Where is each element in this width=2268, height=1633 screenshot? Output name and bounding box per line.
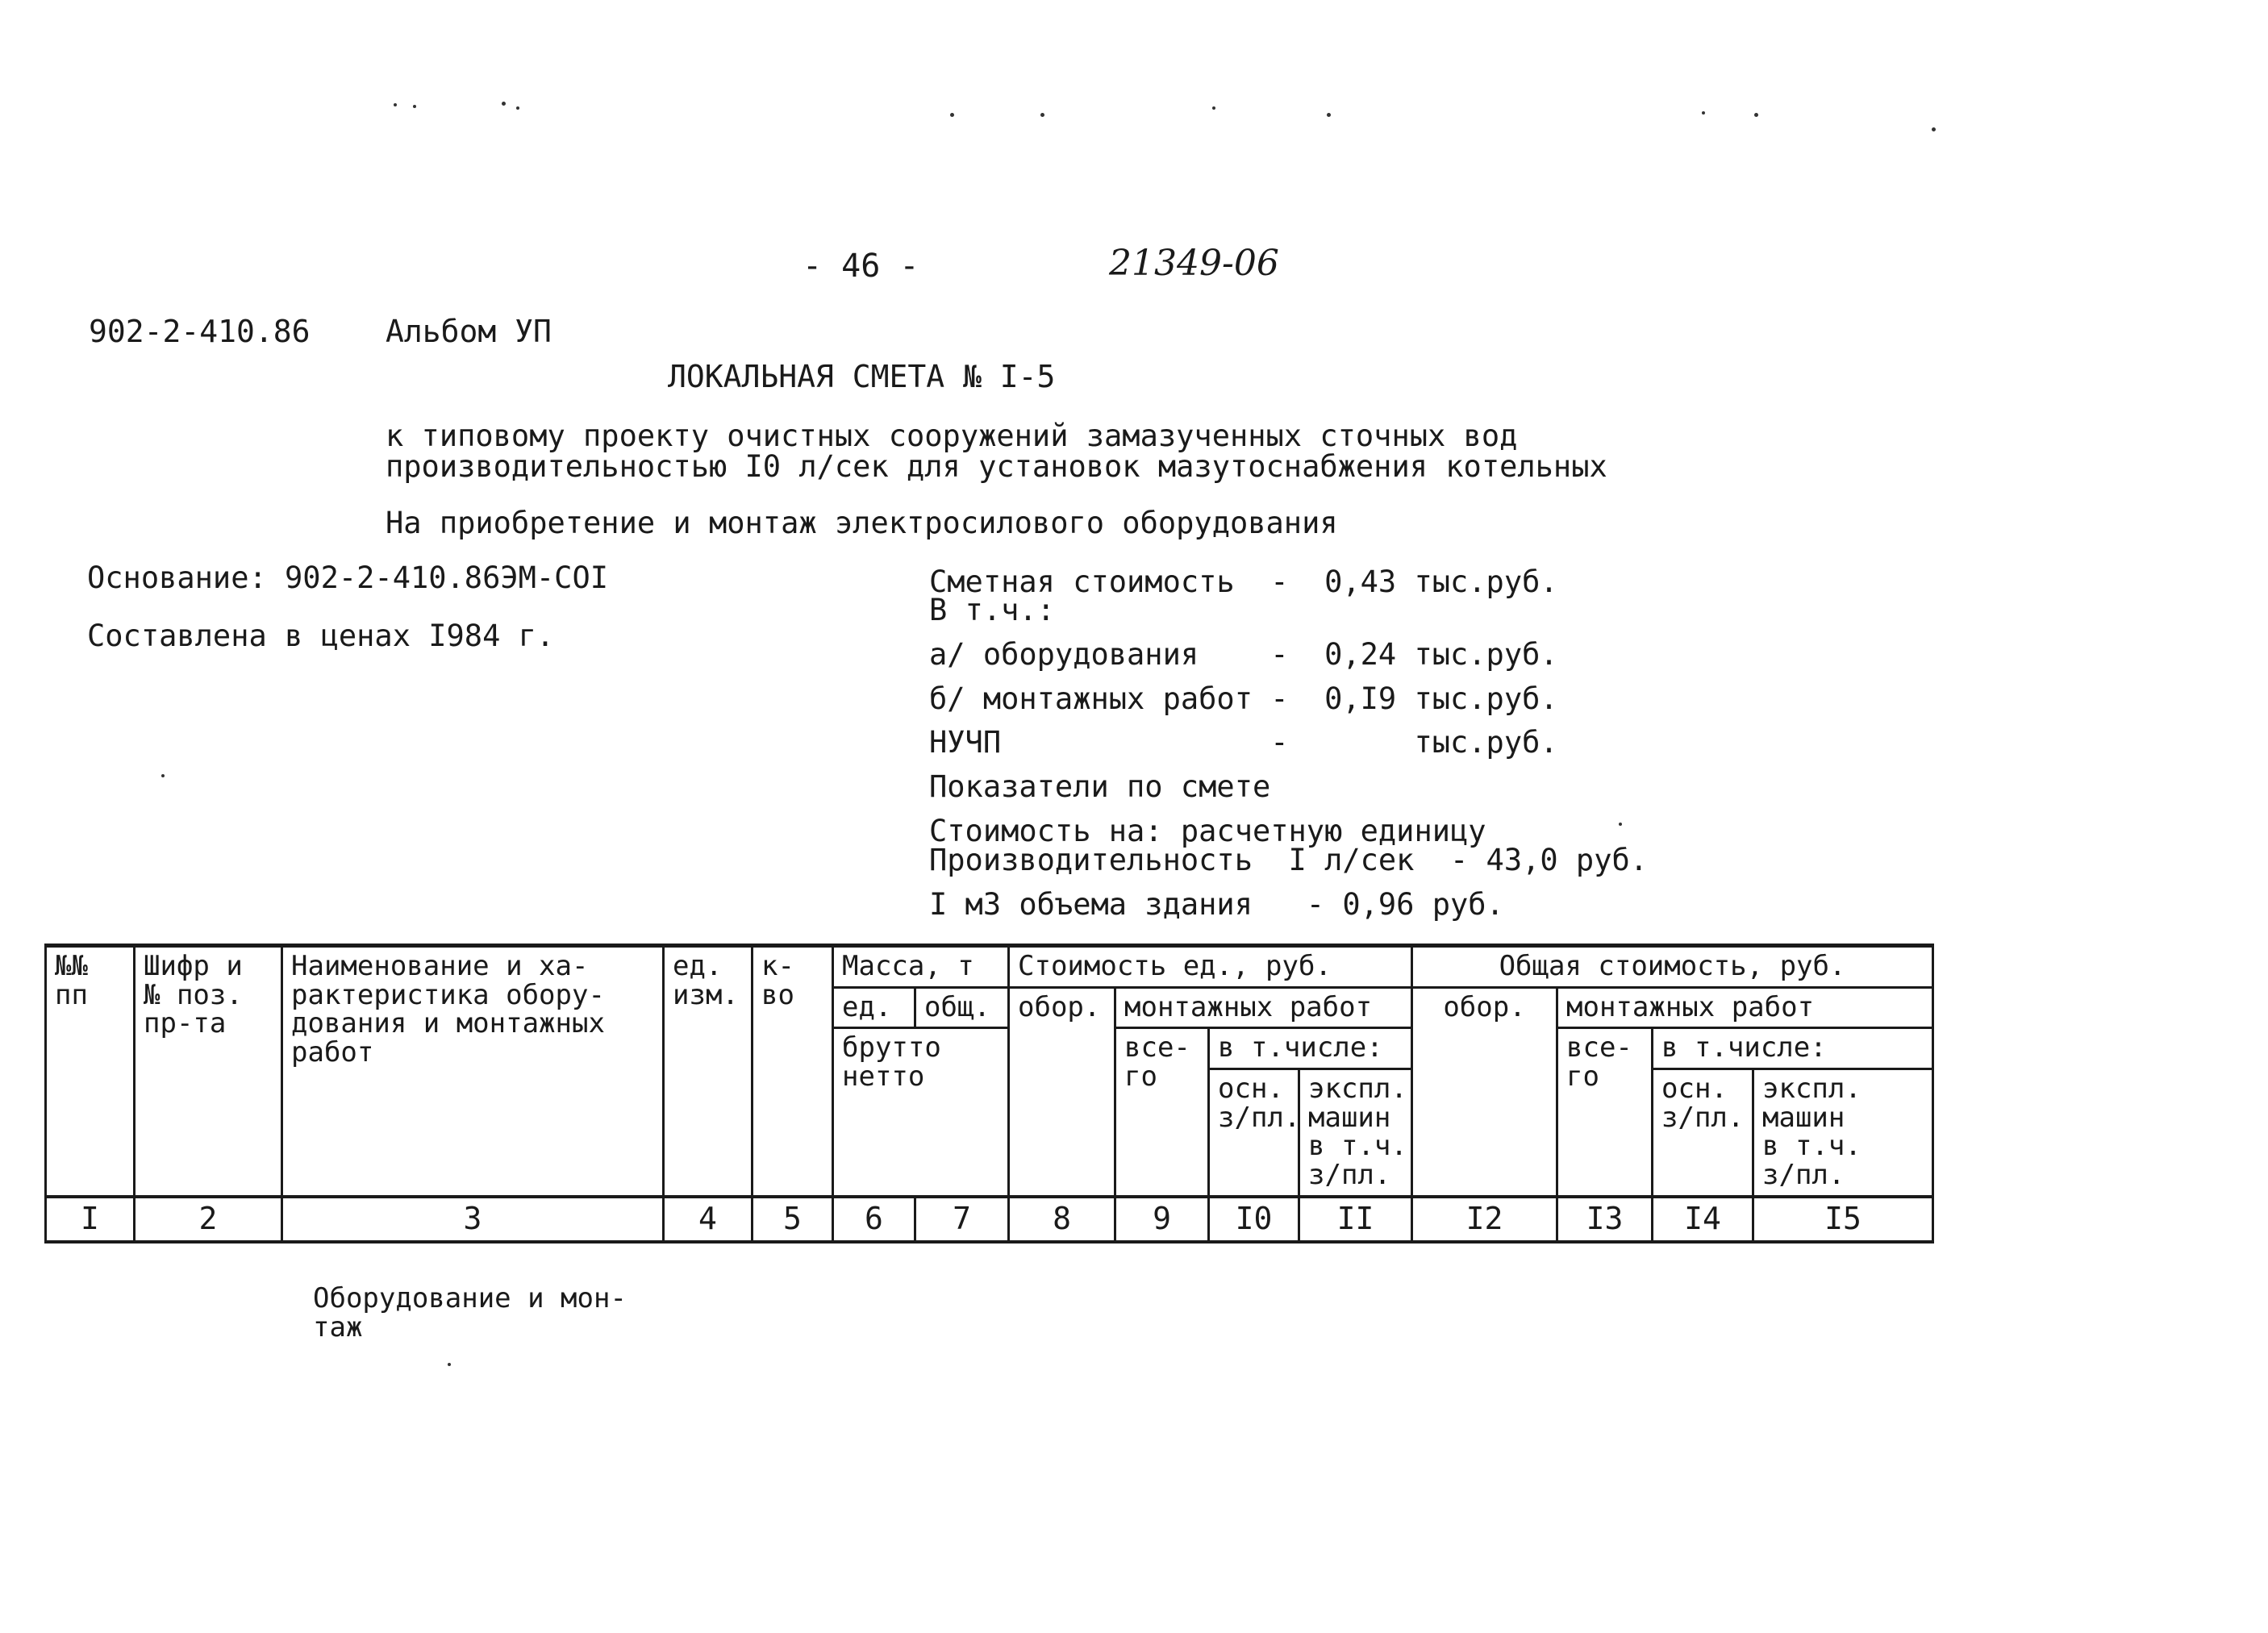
scan-speck — [1619, 823, 1622, 826]
productivity-indicator: Производительность I л/сек - 43,0 руб. — [929, 843, 1649, 877]
estimated-cost: Сметная стоимость - 0,43 тыс.руб. — [929, 564, 1558, 599]
col-total-install-header: монтажных работ — [1557, 987, 1933, 1028]
col-total-base-pay-header: осн. з/пл. — [1653, 1069, 1753, 1197]
col-code-header: Шифр и № поз. пр-та — [135, 946, 282, 1197]
column-number: I5 — [1753, 1197, 1933, 1242]
including-label: В т.ч.: — [929, 593, 1055, 627]
col-unit-base-pay-header: осн. з/пл. — [1209, 1069, 1299, 1197]
scan-speck — [161, 774, 165, 777]
subtitle-line-1: к типовому проекту очистных сооружений замазученных сточных вод — [386, 419, 1518, 453]
col-unit-machines-header: экспл. машин в т.ч. з/пл. — [1299, 1069, 1412, 1197]
scan-speck — [394, 103, 397, 106]
column-number: 7 — [915, 1197, 1009, 1242]
scan-speck — [1932, 127, 1936, 131]
column-number: 8 — [1009, 1197, 1115, 1242]
scan-speck — [413, 105, 416, 108]
col-mass-header: Масса, т — [833, 946, 1009, 988]
col-unit-install-header: монтажных работ — [1115, 987, 1412, 1028]
nuchp-cost: НУЧП - тыс.руб. — [929, 725, 1558, 760]
col-unit-install-total-header: все- го — [1115, 1028, 1209, 1197]
column-number: 5 — [753, 1197, 833, 1242]
col-unit-incl-header: в т.числе: — [1209, 1028, 1412, 1069]
project-code: 902-2-410.86 — [89, 314, 311, 349]
album-label: Альбом УП — [386, 314, 552, 349]
col-mass-unit-header: ед. — [833, 987, 915, 1028]
col-total-install-total-header: все- го — [1557, 1028, 1653, 1197]
basis-line: Основание: 902-2-410.86ЭМ-СОI — [87, 560, 609, 595]
col-num-header: №№ пп — [46, 946, 135, 1197]
col-total-machines-header: экспл. машин в т.ч. з/пл. — [1753, 1069, 1933, 1197]
scan-speck — [1702, 111, 1705, 115]
estimate-table — [44, 944, 1934, 1243]
col-name-header: Наименование и ха- рактеристика обору- дования и монтажных работ — [282, 946, 664, 1197]
indicators-label: Показатели по смете — [929, 769, 1271, 804]
column-number: 4 — [664, 1197, 753, 1242]
document-number: 21349-06 — [1109, 243, 1279, 284]
cost-per-unit-label: Стоимость на: расчетную единицу — [929, 814, 1486, 848]
column-number: I0 — [1209, 1197, 1299, 1242]
estimate-purpose: На приобретение и монтаж электросилового оборудования — [386, 506, 1338, 540]
col-mass-note: брутто нетто — [833, 1028, 1009, 1197]
col-mass-total-header: общ. — [915, 987, 1009, 1028]
col-unit-cost-header: Стоимость ед., руб. — [1009, 946, 1412, 988]
col-total-cost-header: Общая стоимость, руб. — [1412, 946, 1933, 988]
scan-speck — [502, 102, 506, 106]
column-number: I2 — [1412, 1197, 1557, 1242]
column-number: II — [1299, 1197, 1412, 1242]
scan-speck — [1327, 113, 1331, 117]
col-unit-header: ед. изм. — [664, 946, 753, 1197]
scan-speck — [950, 113, 954, 117]
section-title: Оборудование и мон- таж — [313, 1282, 627, 1343]
col-total-incl-header: в т.числе: — [1653, 1028, 1933, 1069]
column-number: 6 — [833, 1197, 915, 1242]
installation-cost: б/ монтажных работ - 0,I9 тыс.руб. — [929, 681, 1558, 716]
estimate-title: ЛОКАЛЬНАЯ СМЕТА № I-5 — [668, 359, 1056, 394]
column-number: 2 — [135, 1197, 282, 1242]
scan-speck — [448, 1363, 451, 1366]
scan-speck — [516, 106, 519, 110]
column-number-row — [46, 1197, 1933, 1242]
scan-speck — [1754, 113, 1758, 117]
col-qty-header: к-во — [753, 946, 833, 1197]
prices-line: Составлена в ценах I984 г. — [87, 619, 555, 653]
scan-speck — [1212, 106, 1215, 110]
page-number: - 46 - — [803, 248, 919, 285]
subtitle-line-2: производительностью I0 л/сек для установок мазутоснабжения котельных — [386, 449, 1607, 484]
column-number: 9 — [1115, 1197, 1209, 1242]
scan-speck — [1040, 113, 1044, 117]
column-number: I3 — [1557, 1197, 1653, 1242]
col-total-equip-header: обор. — [1412, 987, 1557, 1197]
column-number: I4 — [1653, 1197, 1753, 1242]
volume-indicator: I мЗ объема здания - 0,96 руб. — [929, 887, 1504, 922]
col-unit-equip-header: обор. — [1009, 987, 1115, 1197]
header-row — [46, 946, 1933, 988]
equipment-cost: а/ оборудования - 0,24 тыс.руб. — [929, 637, 1558, 672]
column-number: 3 — [282, 1197, 664, 1242]
column-number: I — [46, 1197, 135, 1242]
